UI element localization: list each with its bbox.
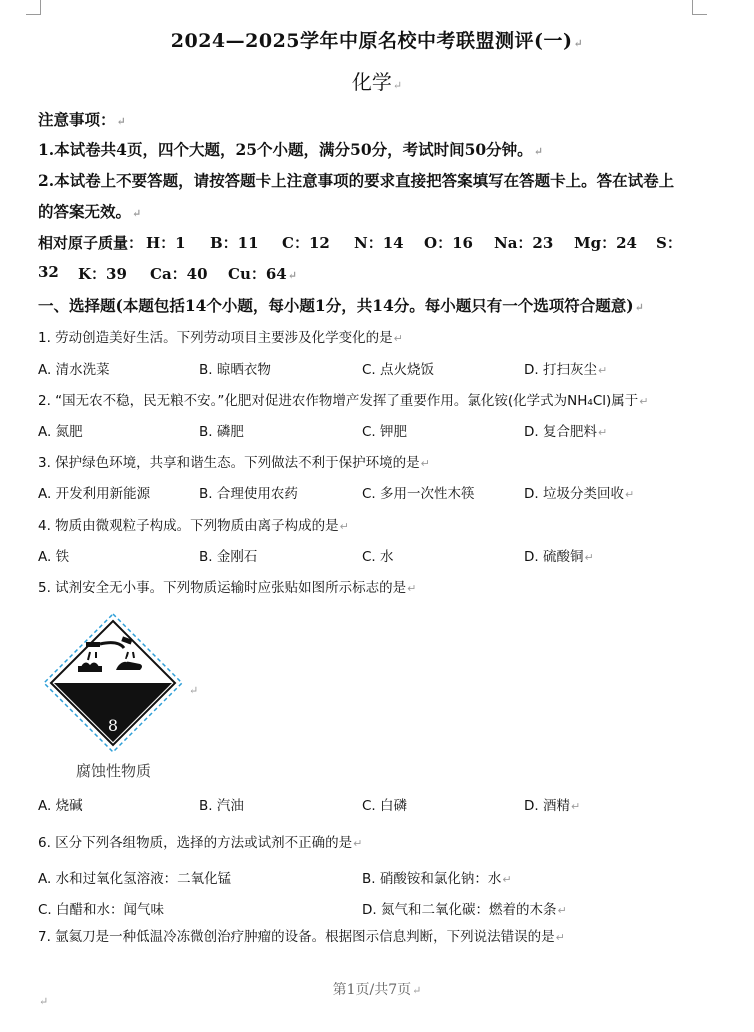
page-footer: 第1页/共7页↵ bbox=[332, 982, 422, 998]
atomic-mass-label: 相对原子质量： bbox=[38, 234, 144, 252]
atomic-mass-entry: Ca：40 bbox=[150, 265, 208, 283]
atomic-mass-entry: O：16 bbox=[424, 234, 473, 252]
option: C. 点火烧饭 bbox=[362, 362, 435, 378]
crop-mark-top-left bbox=[26, 0, 41, 15]
option: D. 复合肥料↵ bbox=[524, 424, 608, 440]
option: B. 合理使用农药 bbox=[199, 486, 298, 502]
option: C. 多用一次性木筷 bbox=[362, 486, 475, 502]
atomic-mass-entry: 32 bbox=[38, 263, 59, 281]
question-stem: 7. 氩氦刀是一种低温冷冻微创治疗肿瘤的设备。根据图示信息判断，下列说法错误的是↵ bbox=[38, 929, 565, 945]
question-stem: 5. 试剂安全无小事。下列物质运输时应张贴如图所示标志的是↵ bbox=[38, 580, 417, 596]
atomic-mass-entry: N：14 bbox=[354, 234, 404, 252]
question-stem: 4. 物质由微观粒子构成。下列物质由离子构成的是↵ bbox=[38, 518, 349, 534]
atomic-mass-entry: H：1 bbox=[146, 234, 186, 252]
atomic-mass-entry: B：11 bbox=[210, 234, 259, 252]
option: C. 水 bbox=[362, 549, 394, 565]
option: A. 氮肥 bbox=[38, 424, 83, 440]
option: D. 氮气和二氧化碳：燃着的木条↵ bbox=[362, 902, 567, 918]
question-stem: 1. 劳动创造美好生活。下列劳动项目主要涉及化学变化的是↵ bbox=[38, 330, 403, 346]
option: D. 打扫灰尘↵ bbox=[524, 362, 608, 378]
subject-title: 化学↵ bbox=[351, 70, 403, 94]
atomic-mass-entry: Na：23 bbox=[494, 234, 554, 252]
option: D. 垃圾分类回收↵ bbox=[524, 486, 635, 502]
question-stem: 6. 区分下列各组物质，选择的方法或试剂不正确的是↵ bbox=[38, 835, 363, 851]
notice-item-1: 1.本试卷共4页，四个大题，25个小题，满分50分，考试时间50分钟。↵ bbox=[38, 140, 543, 159]
paragraph-mark: ↵ bbox=[39, 995, 49, 1008]
sign-caption: 腐蚀性物质 bbox=[76, 762, 152, 780]
crop-mark-top-right bbox=[692, 0, 707, 15]
atomic-mass-entry: Mg：24 bbox=[574, 234, 637, 252]
option: D. 酒精↵ bbox=[524, 798, 581, 814]
atomic-mass-entry: K：39 bbox=[78, 265, 127, 283]
notice-item-2-cont: 的答案无效。↵ bbox=[38, 202, 142, 221]
option: A. 铁 bbox=[38, 549, 70, 565]
option: C. 白磷 bbox=[362, 798, 408, 814]
option: D. 硫酸铜↵ bbox=[524, 549, 594, 565]
exam-title: 2024—2025学年中原名校中考联盟测评(一)↵ bbox=[170, 30, 584, 52]
option: C. 白醋和水：闻气味 bbox=[38, 902, 165, 918]
option: A. 烧碱 bbox=[38, 798, 83, 814]
atomic-mass-entry: C：12 bbox=[282, 234, 330, 252]
option: A. 开发利用新能源 bbox=[38, 486, 151, 502]
option: B. 汽油 bbox=[199, 798, 244, 814]
option: B. 硝酸铵和氯化钠：水↵ bbox=[362, 871, 512, 887]
corrosive-hazard-sign bbox=[38, 608, 188, 758]
section-heading: 一、选择题(本题包括14个小题，每小题1分，共14分。每小题只有一个选项符合题意)↵ bbox=[38, 296, 644, 315]
option: B. 金刚石 bbox=[199, 549, 258, 565]
atomic-mass-entry: Cu：64↵ bbox=[228, 265, 297, 283]
notice-item-2: 2.本试卷上不要答题，请按答题卡上注意事项的要求直接把答案填写在答题卡上。答在试卷上 bbox=[38, 171, 675, 190]
paragraph-mark: ↵ bbox=[189, 684, 199, 697]
question-stem: 2. “国无农不稳，民无粮不安。”化肥对促进农作物增产发挥了重要作用。氯化铵(化学式为NH₄Cl)属于↵ bbox=[38, 393, 649, 409]
option: A. 清水洗菜 bbox=[38, 362, 110, 378]
option: B. 晾晒衣物 bbox=[199, 362, 271, 378]
question-stem: 3. 保护绿色环境，共享和谐生态。下列做法不利于保护环境的是↵ bbox=[38, 455, 430, 471]
option: A. 水和过氧化氢溶液：二氧化锰 bbox=[38, 871, 232, 887]
option: B. 磷肥 bbox=[199, 424, 244, 440]
atomic-mass-entry: S： bbox=[656, 234, 682, 252]
hazard-class-number: 8 bbox=[107, 716, 119, 735]
notice-heading: 注意事项：↵ bbox=[38, 110, 126, 129]
option: C. 钾肥 bbox=[362, 424, 408, 440]
